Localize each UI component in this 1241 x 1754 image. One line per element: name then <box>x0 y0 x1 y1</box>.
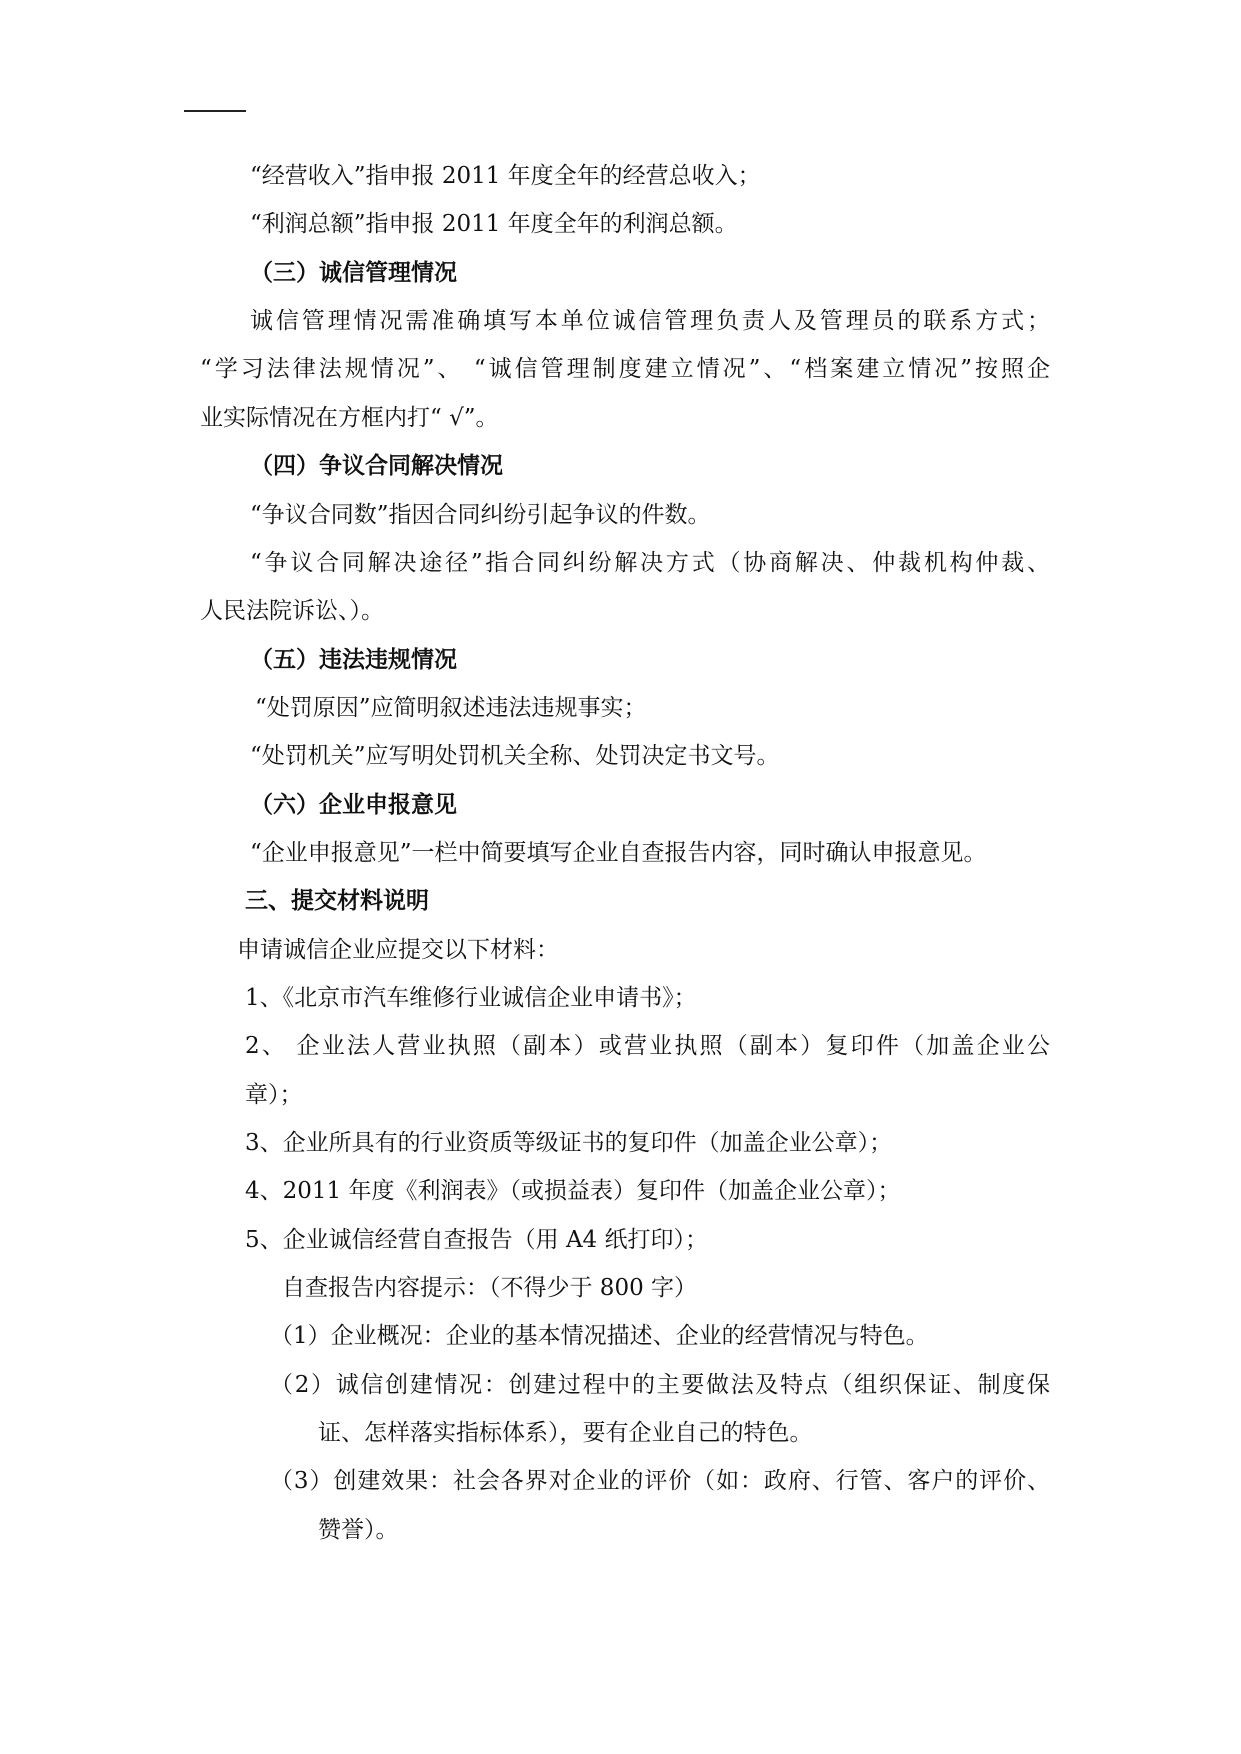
text-line: 业实际情况在方框内打“ √”。 <box>200 405 499 431</box>
text-line: “争议合同解决途径”指合同纠纷解决方式（协商解决、仲裁机构仲裁、 <box>250 550 1050 576</box>
list-item: 章）； <box>245 1082 303 1108</box>
text-line: 申请诚信企业应提交以下材料： <box>237 937 559 963</box>
text-line: “处罚机关”应写明处罚机关全称、处罚决定书文号。 <box>250 743 780 769</box>
list-item: 5、企业诚信经营自查报告（用 A4 纸打印）； <box>245 1227 708 1253</box>
text-line: “处罚原因”应简明叙述违法违规事实； <box>255 695 647 721</box>
text-line: “学习法律法规情况”、 “诚信管理制度建立情况”、“档案建立情况”按照企 <box>200 356 1050 382</box>
section-heading: 三、提交材料说明 <box>245 888 429 914</box>
list-item: 3、企业所具有的行业资质等级证书的复印件（加盖企业公章）； <box>245 1130 893 1156</box>
text-line: “企业申报意见”一栏中简要填写企业自查报告内容，同时确认申报意见。 <box>250 840 987 866</box>
section-heading: （四）争议合同解决情况 <box>250 453 503 479</box>
text-line: “争议合同数”指因合同纠纷引起争议的件数。 <box>250 502 711 528</box>
text-line: 人民法院诉讼、）。 <box>200 598 384 624</box>
list-item: 证、怎样落实指标体系），要有企业自己的特色。 <box>318 1420 813 1446</box>
list-item: 1、《北京市汽车维修行业诚信企业申请书》； <box>245 985 697 1011</box>
list-item: （3）创建效果：社会各界对企业的评价（如：政府、行管、客户的评价、 <box>270 1468 1050 1494</box>
list-item: 赞誉）。 <box>318 1517 399 1543</box>
list-item: （1）企业概况：企业的基本情况描述、企业的经营情况与特色。 <box>270 1323 929 1349</box>
text-line: “经营收入”指申报 2011 年度全年的经营总收入； <box>250 163 761 189</box>
list-item: （2）诚信创建情况：创建过程中的主要做法及特点（组织保证、制度保 <box>270 1372 1050 1398</box>
section-heading: （六）企业申报意见 <box>250 792 457 818</box>
text-line: 诚信管理情况需准确填写本单位诚信管理负责人及管理员的联系方式； <box>250 308 1050 334</box>
section-heading: （三）诚信管理情况 <box>250 260 457 286</box>
list-item: 4、2011 年度《利润表》（或损益表）复印件（加盖企业公章）； <box>245 1178 901 1204</box>
section-heading: （五）违法违规情况 <box>250 647 457 673</box>
text-line: 自查报告内容提示：（不得少于 800 字） <box>282 1275 698 1301</box>
header-rule <box>184 110 246 112</box>
list-item: 2、 企业法人营业执照（副本）或营业执照（副本）复印件（加盖企业公 <box>245 1033 1050 1059</box>
text-line: “利润总额”指申报 2011 年度全年的利润总额。 <box>250 211 738 237</box>
